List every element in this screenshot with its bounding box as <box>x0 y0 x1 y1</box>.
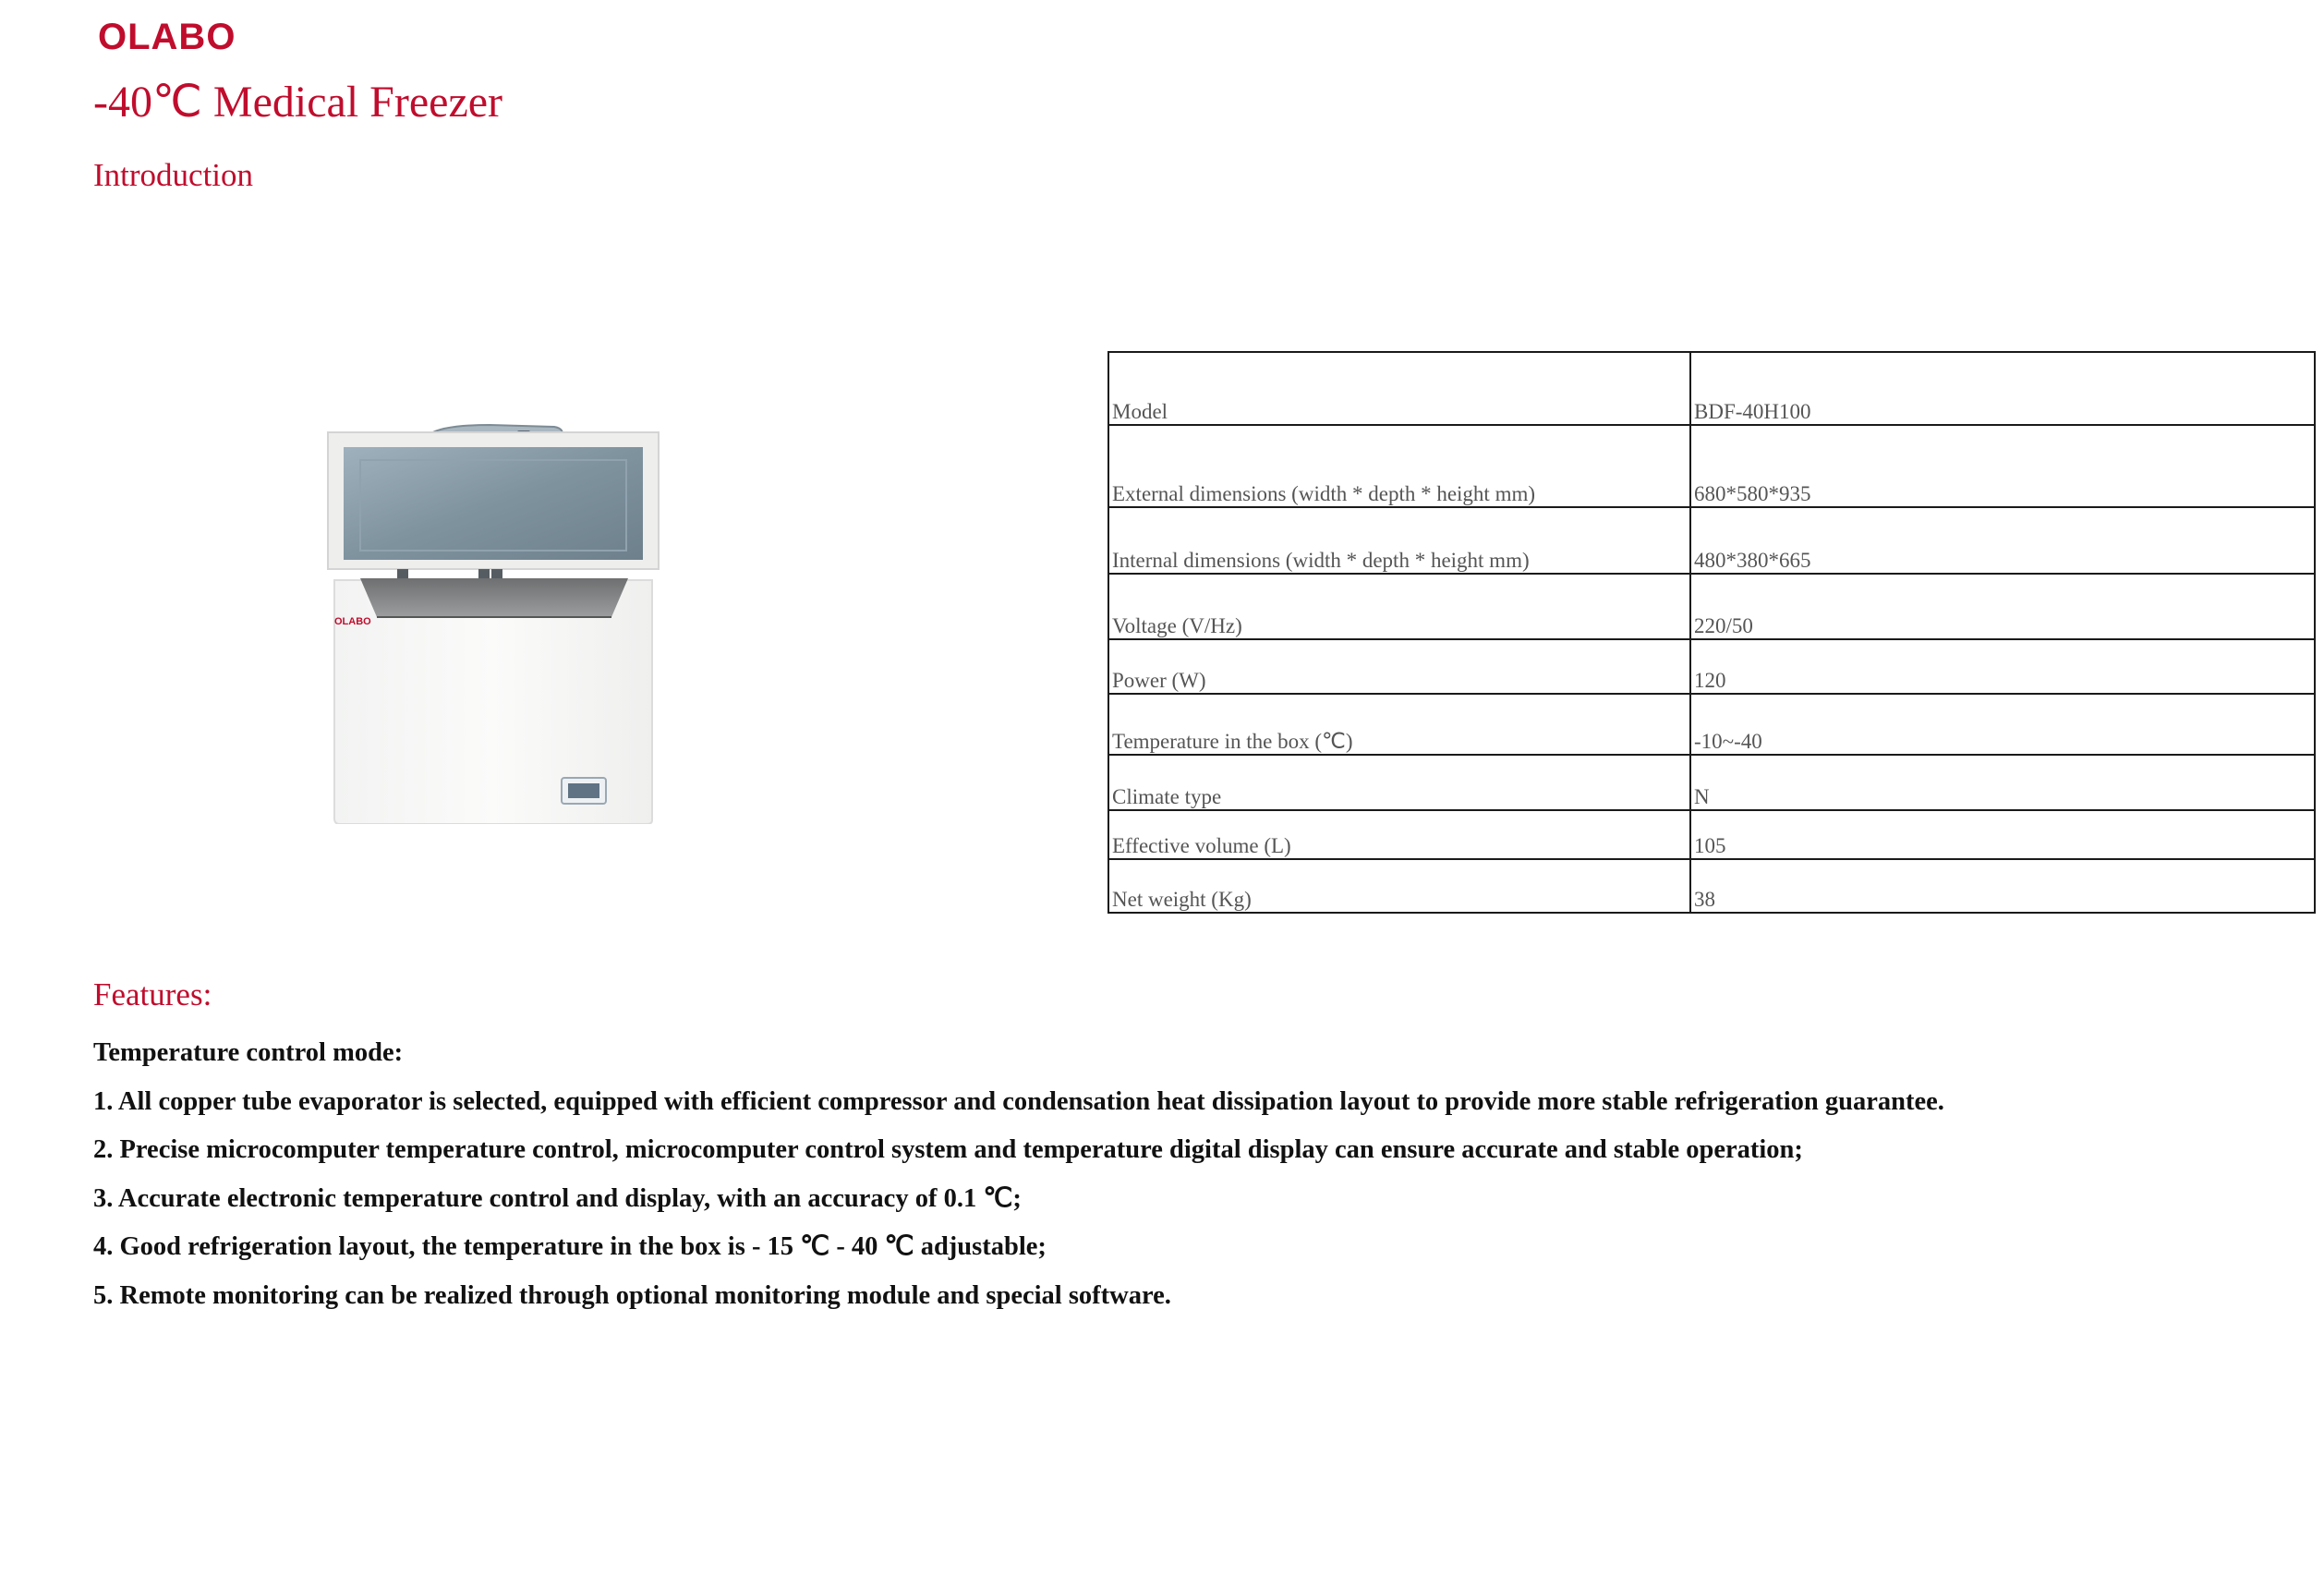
spec-value: 105 <box>1690 810 2315 859</box>
spec-value: 120 <box>1690 639 2315 694</box>
table-row <box>1108 425 2315 507</box>
spec-value: 680*580*935 <box>1690 425 2315 507</box>
brand-logo: OLABO <box>98 17 236 57</box>
table-row <box>1108 639 2315 694</box>
table-row <box>1108 352 2315 425</box>
introduction-heading: Introduction <box>93 157 254 193</box>
spec-value: BDF-40H100 <box>1690 352 2315 425</box>
freezer-logo-text: OLABO <box>334 616 371 627</box>
spec-label: Effective volume (L) <box>1108 810 1690 859</box>
spec-label: Power (W) <box>1108 639 1690 694</box>
table-row <box>1108 755 2315 810</box>
spec-value: 38 <box>1690 859 2315 913</box>
spec-label: External dimensions (width * depth * height mm) <box>1108 425 1690 507</box>
table-row <box>1108 810 2315 859</box>
features-list <box>93 1036 1944 1327</box>
spec-label: Model <box>1108 352 1690 425</box>
spec-label: Climate type <box>1108 755 1690 810</box>
features-heading: Features: <box>93 976 212 1012</box>
features-subheading: Temperature control mode: <box>93 1038 404 1067</box>
page-title: -40℃ Medical Freezer <box>93 78 503 127</box>
spec-table <box>1108 351 2316 914</box>
table-row <box>1108 694 2315 755</box>
feature-item: 3. Accurate electronic temperature control and display, with an accuracy of 0.1 ℃; <box>93 1183 1022 1213</box>
table-row <box>1108 507 2315 574</box>
spec-label: Net weight (Kg) <box>1108 859 1690 913</box>
spec-value: -10~-40 <box>1690 694 2315 755</box>
spec-value: 220/50 <box>1690 574 2315 639</box>
spec-label: Temperature in the box (℃) <box>1108 694 1690 755</box>
feature-item: 5. Remote monitoring can be realized through optional monitoring module and special software. <box>93 1280 1171 1310</box>
feature-item: 4. Good refrigeration layout, the temperature in the box is - 15 ℃ - 40 ℃ adjustable; <box>93 1232 1047 1261</box>
spec-label: Voltage (V/Hz) <box>1108 574 1690 639</box>
table-row <box>1108 859 2315 913</box>
table-row <box>1108 574 2315 639</box>
feature-item: 2. Precise microcomputer temperature control, microcomputer control system and temperature digital display can ensure accurate and stable operation; <box>93 1135 1803 1164</box>
spec-value: 480*380*665 <box>1690 507 2315 574</box>
freezer-product-image <box>323 423 665 824</box>
spec-label: Internal dimensions (width * depth * height mm) <box>1108 507 1690 574</box>
feature-item: 1. All copper tube evaporator is selected, equipped with efficient compressor and condensation heat dissipation layout to provide more stable refrigeration guarantee. <box>93 1086 1944 1116</box>
spec-value: N <box>1690 755 2315 810</box>
